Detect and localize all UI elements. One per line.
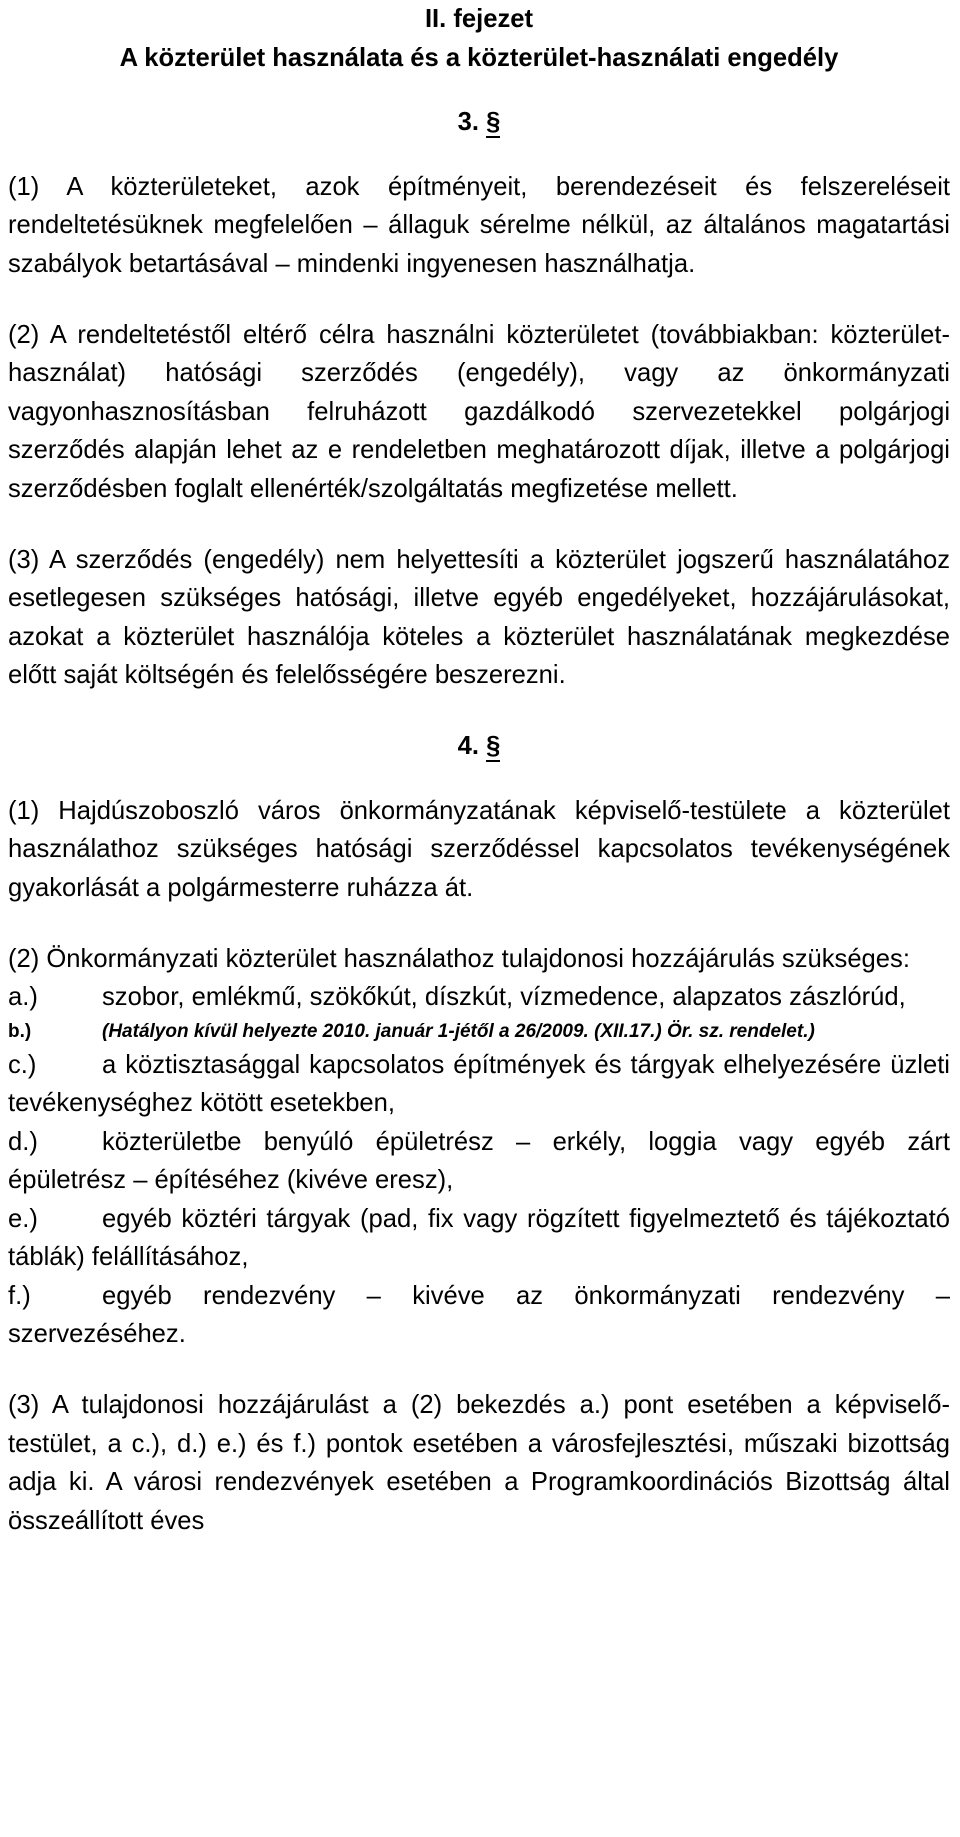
section-4-heading (8, 727, 950, 766)
list-item-text: egyéb köztéri tárgyak (pad, fix vagy rögzített figyelmeztető és tájékoztató táblák) felállításához, (8, 1204, 950, 1271)
section-3-number: 3. (457, 108, 479, 136)
list-item-c (8, 1046, 950, 1123)
chapter-title: A közterület használata és a közterület-használati engedély (119, 43, 839, 72)
list-item-f (8, 1277, 950, 1354)
list-item-b (8, 1017, 950, 1046)
section-3-heading (8, 103, 950, 142)
list-item-text: közterületbe benyúló épületrész – erkély, loggia vagy egyéb zárt épületrész – építéséhez (kivéve eresz), (8, 1127, 950, 1194)
list-item-a (8, 978, 950, 1017)
section-3-paragraph-1: (1) A közterületeket, azok építményeit, berendezéseit és felszereléseit rendeltetésüknek megfelelően – állaguk sérelme nélkül, az általános magatartási szabályok betartásával – mindenki ingyenesen használhatja. (8, 172, 950, 278)
list-item-text: a köztisztasággal kapcsolatos építmények és tárgyak elhelyezésére üzleti tevékenységhez kötött esetekben, (8, 1050, 950, 1117)
chapter-number: II. fejezet (424, 5, 534, 33)
section-4-number: 4. (457, 732, 479, 760)
list-item-label: b.) (8, 1020, 32, 1042)
section-4-paragraph-3: (3) A tulajdonosi hozzájárulást a (2) bekezdés a.) pont esetében a képviselő-testület, a c.), d.) e.) és f.) pontok esetében a városfejlesztési, műszaki bizottság adja ki. A városi rendezvények esetében a Programkoordinációs Bizottság által összeállított éves (8, 1391, 950, 1535)
list-item-label: a.) (8, 983, 38, 1011)
list-item-label: e.) (8, 1204, 38, 1233)
list-item-text: szobor, emlékmű, szökőkút, díszkút, vízmedence, alapzatos zászlórúd, (102, 983, 906, 1011)
list-item-text: (Hatályon kívül helyezte 2010. január 1-jétől a 26/2009. (XII.17.) Ör. sz. rendelet.) (102, 1020, 815, 1042)
list-item-label: c.) (8, 1050, 37, 1079)
section-3-paragraph-2: (2) A rendeltetéstől eltérő célra használni közterületet (továbbiakban: közterület-használat) hatósági szerződés (engedély), vagy az önkormányzati vagyonhasznosításban felruházott gazdálkodó szervezetekkel polgárjogi szerződés alapján lehet az e rendeletben meghatározott díjak, illetve a polgárjogi szerződésben foglalt ellenérték/szolgáltatás megfizetése mellett. (8, 320, 950, 503)
section-3-paragraph-3: (3) A szerződés (engedély) nem helyettesíti a közterület jogszerű használatához esetlegesen szükséges hatósági, illetve egyéb engedélyeket, hozzájárulásokat, azokat a közterület használója köteles a közterület használatának megkezdése előtt saját költségén és felelősségére beszerezni. (8, 545, 950, 689)
list-item-label: d.) (8, 1127, 38, 1156)
section-sign: § (486, 732, 501, 760)
list-item-e (8, 1200, 950, 1277)
section-sign: § (486, 108, 501, 136)
section-4-paragraph-2-intro: (2) Önkormányzati közterület használathoz tulajdonosi hozzájárulás szükséges: (8, 944, 910, 973)
list-item-text: egyéb rendezvény – kivéve az önkormányzati rendezvény – szervezéséhez. (8, 1281, 950, 1348)
section-4-paragraph-1: (1) Hajdúszoboszló város önkormányzatának képviselő-testülete a közterület használathoz szükséges hatósági szerződéssel kapcsolatos tevékenységének gyakorlását a polgármesterre ruházza át. (8, 796, 950, 902)
list-item-label: f.) (8, 1281, 31, 1310)
list-item-d (8, 1123, 950, 1200)
